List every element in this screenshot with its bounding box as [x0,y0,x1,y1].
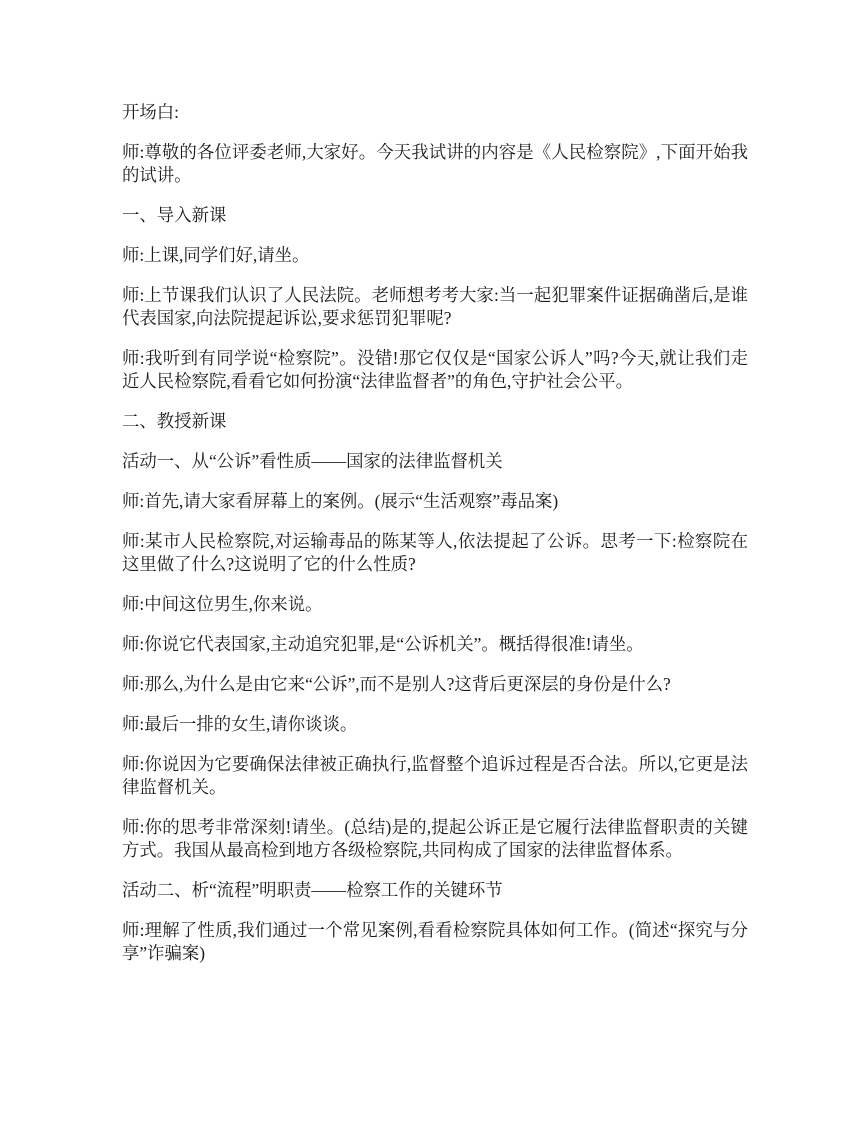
paragraph: 师:最后一排的女生,请你谈谈。 [122,714,358,734]
paragraph: 师:你说因为它要确保法律被正确执行,监督整个追诉过程是否合法。所以,它更是法律监督机关。 [122,754,748,797]
paragraph: 师:我听到有同学说“检察院”。没错!那它仅仅是“国家公诉人”吗?今天,就让我们走近人民检察院,看看它如何扮演“法律监督者”的角色,守护社会公平。 [122,348,748,391]
paragraph: 师:上课,同学们好,请坐。 [122,245,310,265]
paragraph: 师:中间这位男生,你来说。 [122,594,323,614]
heading-activity-1: 活动一、从“公诉”看性质——国家的法律监督机关 [122,451,503,471]
paragraph: 师:理解了性质,我们通过一个常见案例,看看检察院具体如何工作。(简述“探究与分享”诈骗案) [122,920,748,963]
paragraph: 师:那么,为什么是由它来“公诉”,而不是别人?这背后更深层的身份是什么? [122,674,671,694]
paragraph: 师:你的思考非常深刻!请坐。(总结)是的,提起公诉正是它履行法律监督职责的关键方式。我国从最高检到地方各级检察院,共同构成了国家的法律监督体系。 [122,817,748,860]
paragraph: 师:上节课我们认识了人民法院。老师想考考大家:当一起犯罪案件证据确凿后,是谁代表国家,向法院提起诉讼,要求惩罚犯罪呢? [122,285,748,328]
paragraph: 师:首先,请大家看屏幕上的案例。(展示“生活观察”毒品案) [122,491,559,511]
heading-section-2: 二、教授新课 [122,411,227,431]
paragraph: 师:你说它代表国家,主动追究犯罪,是“公诉机关”。概括得很准!请坐。 [122,634,644,654]
paragraph: 师:某市人民检察院,对运输毒品的陈某等人,依法提起了公诉。思考一下:检察院在这里做了什么?这说明了它的什么性质? [122,531,748,574]
heading-section-1: 一、导入新课 [122,205,227,225]
paragraph-teacher-intro: 师:尊敬的各位评委老师,大家好。今天我试讲的内容是《人民检察院》,下面开始我的试讲。 [122,142,748,185]
paragraph-opening-label: 开场白: [122,102,180,122]
heading-activity-2: 活动二、析“流程”明职责——检察工作的关键环节 [122,880,503,900]
